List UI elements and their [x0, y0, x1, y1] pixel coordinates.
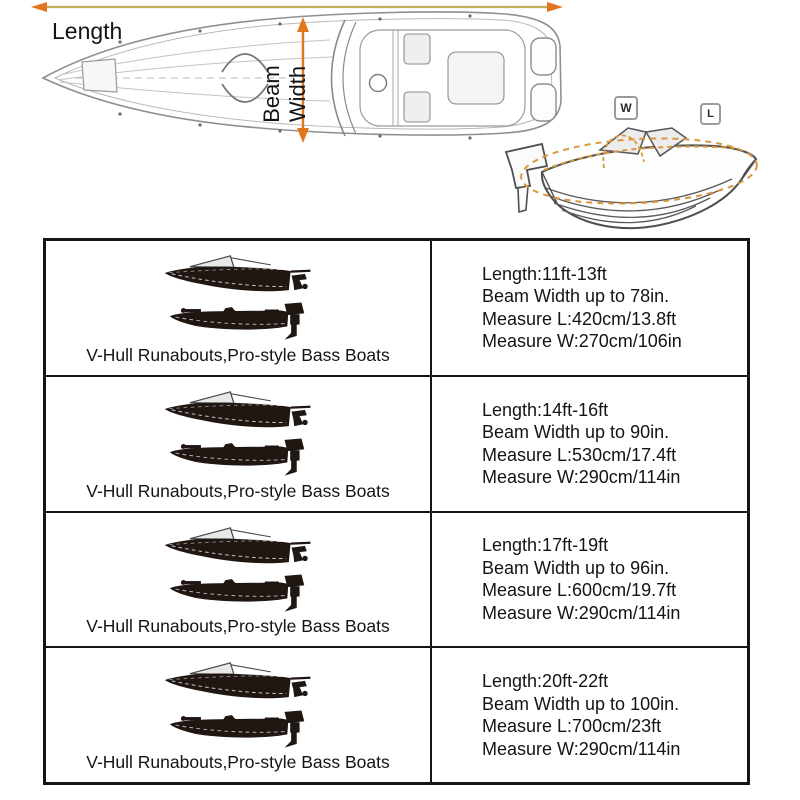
bass-boat-silhouette-icon — [161, 302, 316, 344]
runabout-silhouette-icon — [150, 246, 326, 295]
boat-types-cell — [46, 513, 432, 647]
spec-length: Length:17ft-19ft — [482, 535, 609, 556]
measurement-diagrams — [0, 0, 800, 238]
spec-measure-w: Measure W:270cm/106in — [482, 331, 682, 352]
boat-types-caption: V-Hull Runabouts,Pro-style Bass Boats — [86, 344, 390, 365]
runabout-silhouette-icon — [150, 382, 326, 431]
spec-beam-width: Beam Width up to 78in. — [482, 286, 670, 307]
spec-beam-width: Beam Width up to 100in. — [482, 693, 680, 714]
spec-length: Length:14ft-16ft — [482, 399, 609, 420]
boat-types-cell — [46, 241, 432, 375]
spec-measure-w: Measure W:290cm/114in — [482, 738, 681, 759]
spec-length: Length:11ft-13ft — [482, 263, 607, 284]
spec-measure-w: Measure W:290cm/114in — [482, 602, 681, 623]
boat-types-caption: V-Hull Runabouts,Pro-style Bass Boats — [86, 480, 390, 501]
bass-boat-silhouette-icon — [161, 574, 316, 616]
boat-types-cell — [46, 377, 432, 511]
boat-types-caption: V-Hull Runabouts,Pro-style Bass Boats — [86, 752, 390, 772]
size-specs-cell — [432, 513, 747, 647]
spec-measure-l: Measure L:600cm/19.7ft — [482, 580, 677, 601]
runabout-silhouette-icon — [150, 653, 326, 702]
length-label: Length — [52, 18, 123, 44]
beam-width-label: Beam Width — [259, 65, 310, 123]
length-marker-label: L — [700, 103, 721, 125]
spec-measure-l: Measure L:420cm/13.8ft — [482, 308, 677, 329]
width-marker-label: W — [614, 96, 638, 120]
size-chart-table — [43, 238, 750, 785]
boat-types-caption: V-Hull Runabouts,Pro-style Bass Boats — [86, 616, 390, 637]
spec-measure-l: Measure L:700cm/23ft — [482, 716, 662, 737]
spec-beam-width: Beam Width up to 96in. — [482, 557, 670, 578]
size-specs-cell — [432, 241, 747, 375]
bass-boat-silhouette-icon — [161, 710, 316, 752]
size-specs-cell — [432, 648, 747, 782]
boat-cover-drawing — [506, 128, 759, 228]
boat-types-cell — [46, 648, 432, 782]
size-row-17-19ft — [46, 511, 747, 647]
length-arrow — [31, 2, 563, 12]
spec-beam-width: Beam Width up to 90in. — [482, 422, 670, 443]
size-specs-cell — [432, 377, 747, 511]
spec-measure-w: Measure W:290cm/114in — [482, 467, 681, 488]
size-row-11-13ft — [46, 241, 747, 375]
spec-measure-l: Measure L:530cm/17.4ft — [482, 444, 677, 465]
size-row-20-22ft — [46, 646, 747, 782]
runabout-silhouette-icon — [150, 518, 326, 567]
bass-boat-silhouette-icon — [161, 438, 316, 480]
size-row-14-16ft — [46, 375, 747, 511]
spec-length: Length:20ft-22ft — [482, 671, 609, 692]
